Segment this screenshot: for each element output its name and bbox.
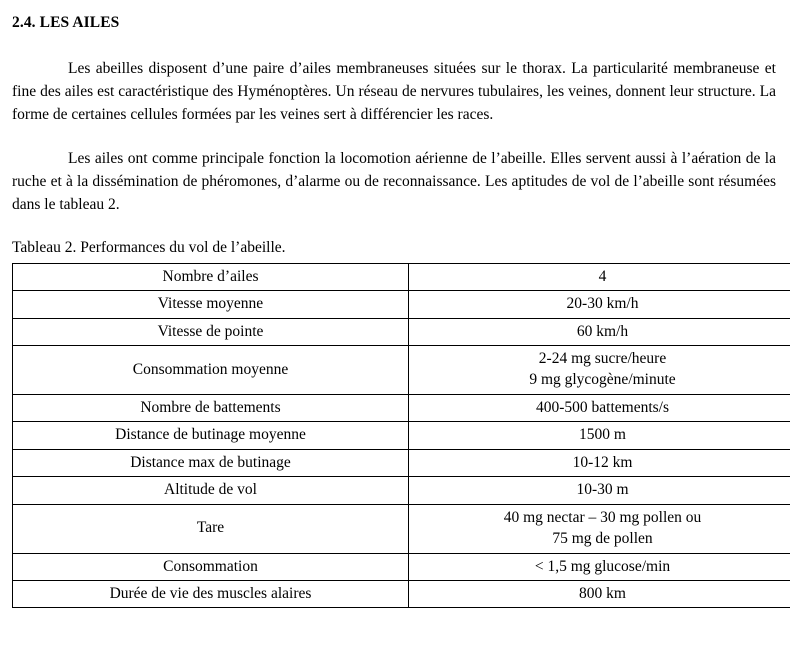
row-label: Vitesse moyenne <box>13 291 409 318</box>
row-label: Consommation <box>13 553 409 580</box>
paragraph-wings-anatomy: Les abeilles disposent d’une paire d’ailes membraneuses situées sur le thorax. La particularité membraneuse et fine des ailes est caractéristique des Hyménoptères. Un réseau de nervures tubulaires, les veines, donnent leur structure. La forme de certaines cellules formées par les veines sert à différencier les races. <box>12 60 776 123</box>
row-label: Distance max de butinage <box>13 449 409 476</box>
row-value <box>409 346 790 395</box>
row-value-line-1: 40 mg nectar – 30 mg pollen ou <box>503 508 702 526</box>
flight-performance-table <box>12 263 790 609</box>
table-row <box>13 553 790 580</box>
table-row <box>13 449 790 476</box>
row-value: < 1,5 mg glucose/min <box>409 553 790 580</box>
row-label: Nombre d’ailes <box>13 263 409 290</box>
table-row <box>13 422 790 449</box>
table-row <box>13 346 790 395</box>
row-value: 800 km <box>409 581 790 608</box>
table-caption: Tableau 2. Performances du vol de l’abeille. <box>12 238 286 256</box>
paragraph-wings-function: Les ailes ont comme principale fonction la locomotion aérienne de l’abeille. Elles servent aussi à l’aération de la ruche et à la dissémination de phéromones, d’alarme ou de reconnaissance. Les aptitudes de vol de l’abeille sont résumées dans le tableau 2. <box>12 150 776 213</box>
row-value-line-2: 9 mg glycogène/minute <box>529 370 676 388</box>
table-row <box>13 581 790 608</box>
row-value: 20-30 km/h <box>409 291 790 318</box>
table-row <box>13 318 790 345</box>
table-row <box>13 291 790 318</box>
row-value-line-1: 2-24 mg sucre/heure <box>538 350 667 368</box>
row-value-line-2: 75 mg de pollen <box>552 529 653 547</box>
row-label: Altitude de vol <box>13 477 409 504</box>
page-title: 2.4. LES AILES <box>12 14 120 31</box>
row-value: 10-30 m <box>409 477 790 504</box>
row-value: 4 <box>409 263 790 290</box>
row-value: 400-500 battements/s <box>409 394 790 421</box>
row-label: Tare <box>13 504 409 553</box>
table-row <box>13 394 790 421</box>
row-label: Consommation moyenne <box>13 346 409 395</box>
table-row <box>13 504 790 553</box>
row-label: Nombre de battements <box>13 394 409 421</box>
row-value <box>409 504 790 553</box>
row-value: 10-12 km <box>409 449 790 476</box>
table-row <box>13 263 790 290</box>
row-label: Distance de butinage moyenne <box>13 422 409 449</box>
row-value: 60 km/h <box>409 318 790 345</box>
row-value: 1500 m <box>409 422 790 449</box>
row-label: Vitesse de pointe <box>13 318 409 345</box>
row-label: Durée de vie des muscles alaires <box>13 581 409 608</box>
table-row <box>13 477 790 504</box>
